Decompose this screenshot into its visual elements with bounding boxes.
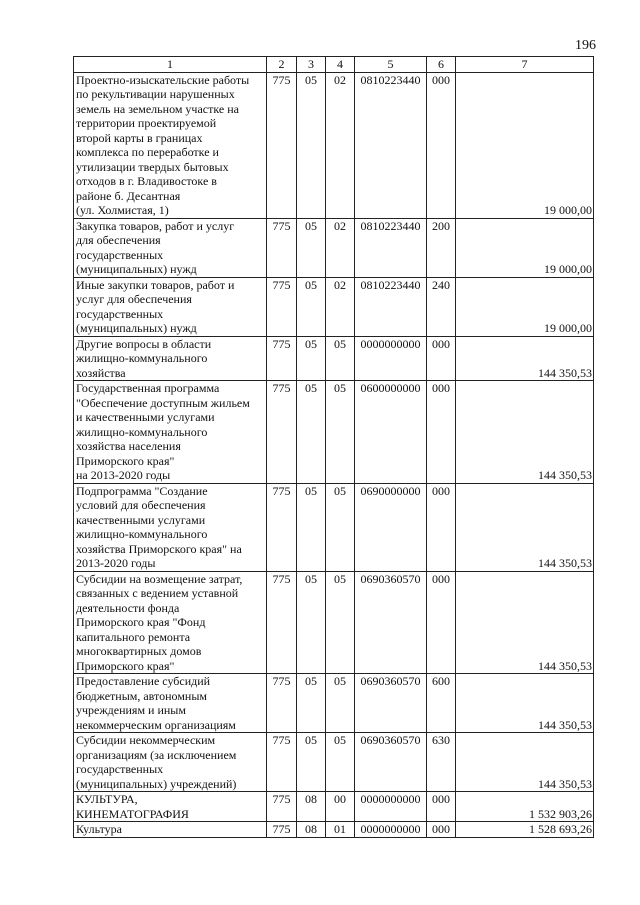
header-cell: 6	[427, 57, 456, 73]
row-code-cell: 775	[267, 483, 297, 571]
row-code-cell: 000	[427, 483, 456, 571]
row-code-cell: 775	[267, 822, 297, 838]
row-code-cell: 000	[427, 571, 456, 674]
row-name-cell: Иные закупки товаров, работ и услуг для обеспечения государственных (муниципальных) нужд	[74, 277, 267, 336]
row-code-cell: 775	[267, 571, 297, 674]
row-code-cell: 05	[297, 733, 326, 792]
row-sum-cell: 144 350,53	[456, 733, 594, 792]
row-name-cell: Субсидии некоммерческим организациям (за исключением государственных (муниципальных) учреждений)	[74, 733, 267, 792]
row-sum-cell: 144 350,53	[456, 381, 594, 484]
row-sum-cell: 19 000,00	[456, 218, 594, 277]
row-code-cell: 775	[267, 72, 297, 218]
row-code-cell: 02	[326, 218, 355, 277]
table-row	[74, 822, 594, 838]
row-code-cell: 0690360570	[355, 674, 427, 733]
row-code-cell: 0810223440	[355, 218, 427, 277]
table-row	[74, 483, 594, 571]
row-code-cell: 05	[297, 571, 326, 674]
row-code-cell: 08	[297, 792, 326, 822]
row-code-cell: 630	[427, 733, 456, 792]
row-code-cell: 0690360570	[355, 571, 427, 674]
row-sum-cell: 144 350,53	[456, 571, 594, 674]
table-row	[74, 72, 594, 218]
row-name-cell: Подпрограмма "Создание условий для обеспечения качественными услугами жилищно-коммунального хозяйства Приморского края" на 2013-2020 годы	[74, 483, 267, 571]
row-code-cell: 775	[267, 218, 297, 277]
row-code-cell: 05	[326, 483, 355, 571]
row-sum-cell: 19 000,00	[456, 277, 594, 336]
header-cell: 4	[326, 57, 355, 73]
header-cell: 1	[74, 57, 267, 73]
row-code-cell: 05	[297, 277, 326, 336]
row-code-cell: 00	[326, 792, 355, 822]
table-row	[74, 733, 594, 792]
row-code-cell: 05	[326, 336, 355, 381]
row-code-cell: 775	[267, 381, 297, 484]
row-sum-cell: 1 528 693,26	[456, 822, 594, 838]
row-code-cell: 000	[427, 822, 456, 838]
row-code-cell: 0690360570	[355, 733, 427, 792]
row-code-cell: 775	[267, 733, 297, 792]
row-code-cell: 02	[326, 277, 355, 336]
row-code-cell: 240	[427, 277, 456, 336]
row-sum-cell: 144 350,53	[456, 483, 594, 571]
row-name-cell: Предоставление субсидий бюджетным, автономным учреждениям и иным некоммерческим организациям	[74, 674, 267, 733]
row-name-cell: Проектно-изыскательские работы по рекультивации нарушенных земель на земельном участке на территории проектируемой второй карты в границах комплекса по переработке и утилизации твердых бытовых отходов в г. Владивостоке в районе б. Десантная (ул. Холмистая, 1)	[74, 72, 267, 218]
row-code-cell: 08	[297, 822, 326, 838]
table-header-row	[74, 57, 594, 73]
row-code-cell: 000	[427, 381, 456, 484]
row-sum-cell: 1 532 903,26	[456, 792, 594, 822]
row-code-cell: 600	[427, 674, 456, 733]
header-cell: 2	[267, 57, 297, 73]
table-row	[74, 381, 594, 484]
row-name-cell: Закупка товаров, работ и услуг для обеспечения государственных (муниципальных) нужд	[74, 218, 267, 277]
row-code-cell: 000	[427, 336, 456, 381]
row-code-cell: 05	[326, 733, 355, 792]
row-code-cell: 02	[326, 72, 355, 218]
row-sum-cell: 144 350,53	[456, 336, 594, 381]
header-cell: 3	[297, 57, 326, 73]
row-sum-cell: 19 000,00	[456, 72, 594, 218]
row-code-cell: 000	[427, 792, 456, 822]
row-code-cell: 0810223440	[355, 277, 427, 336]
row-code-cell: 05	[297, 381, 326, 484]
row-code-cell: 200	[427, 218, 456, 277]
table-row	[74, 674, 594, 733]
row-name-cell: Субсидии на возмещение затрат, связанных с ведением уставной деятельности фонда Приморского края "Фонд капитального ремонта многоквартирных домов Приморского края"	[74, 571, 267, 674]
row-code-cell: 05	[326, 381, 355, 484]
row-code-cell: 775	[267, 277, 297, 336]
row-code-cell: 05	[297, 72, 326, 218]
row-code-cell: 05	[326, 674, 355, 733]
row-sum-cell: 144 350,53	[456, 674, 594, 733]
row-code-cell: 05	[297, 336, 326, 381]
table-row	[74, 571, 594, 674]
row-code-cell: 775	[267, 336, 297, 381]
table-row	[74, 277, 594, 336]
row-code-cell: 05	[297, 483, 326, 571]
header-cell: 7	[456, 57, 594, 73]
row-code-cell: 01	[326, 822, 355, 838]
budget-table	[73, 56, 594, 838]
table-row	[74, 792, 594, 822]
row-code-cell: 05	[326, 571, 355, 674]
row-code-cell: 775	[267, 792, 297, 822]
row-code-cell: 0600000000	[355, 381, 427, 484]
row-code-cell: 0000000000	[355, 792, 427, 822]
row-code-cell: 05	[297, 218, 326, 277]
row-name-cell: Государственная программа "Обеспечение доступным жильем и качественными услугами жилищно-коммунального хозяйства населения Приморского края" на 2013-2020 годы	[74, 381, 267, 484]
table-row	[74, 218, 594, 277]
row-name-cell: Другие вопросы в области жилищно-коммунального хозяйства	[74, 336, 267, 381]
row-code-cell: 05	[297, 674, 326, 733]
table-row	[74, 336, 594, 381]
row-code-cell: 775	[267, 674, 297, 733]
header-cell: 5	[355, 57, 427, 73]
page-number: 196	[575, 38, 596, 53]
row-code-cell: 0000000000	[355, 822, 427, 838]
row-code-cell: 0690000000	[355, 483, 427, 571]
row-name-cell: Культура	[74, 822, 267, 838]
row-code-cell: 0810223440	[355, 72, 427, 218]
row-code-cell: 000	[427, 72, 456, 218]
row-code-cell: 0000000000	[355, 336, 427, 381]
row-name-cell: КУЛЬТУРА, КИНЕМАТОГРАФИЯ	[74, 792, 267, 822]
